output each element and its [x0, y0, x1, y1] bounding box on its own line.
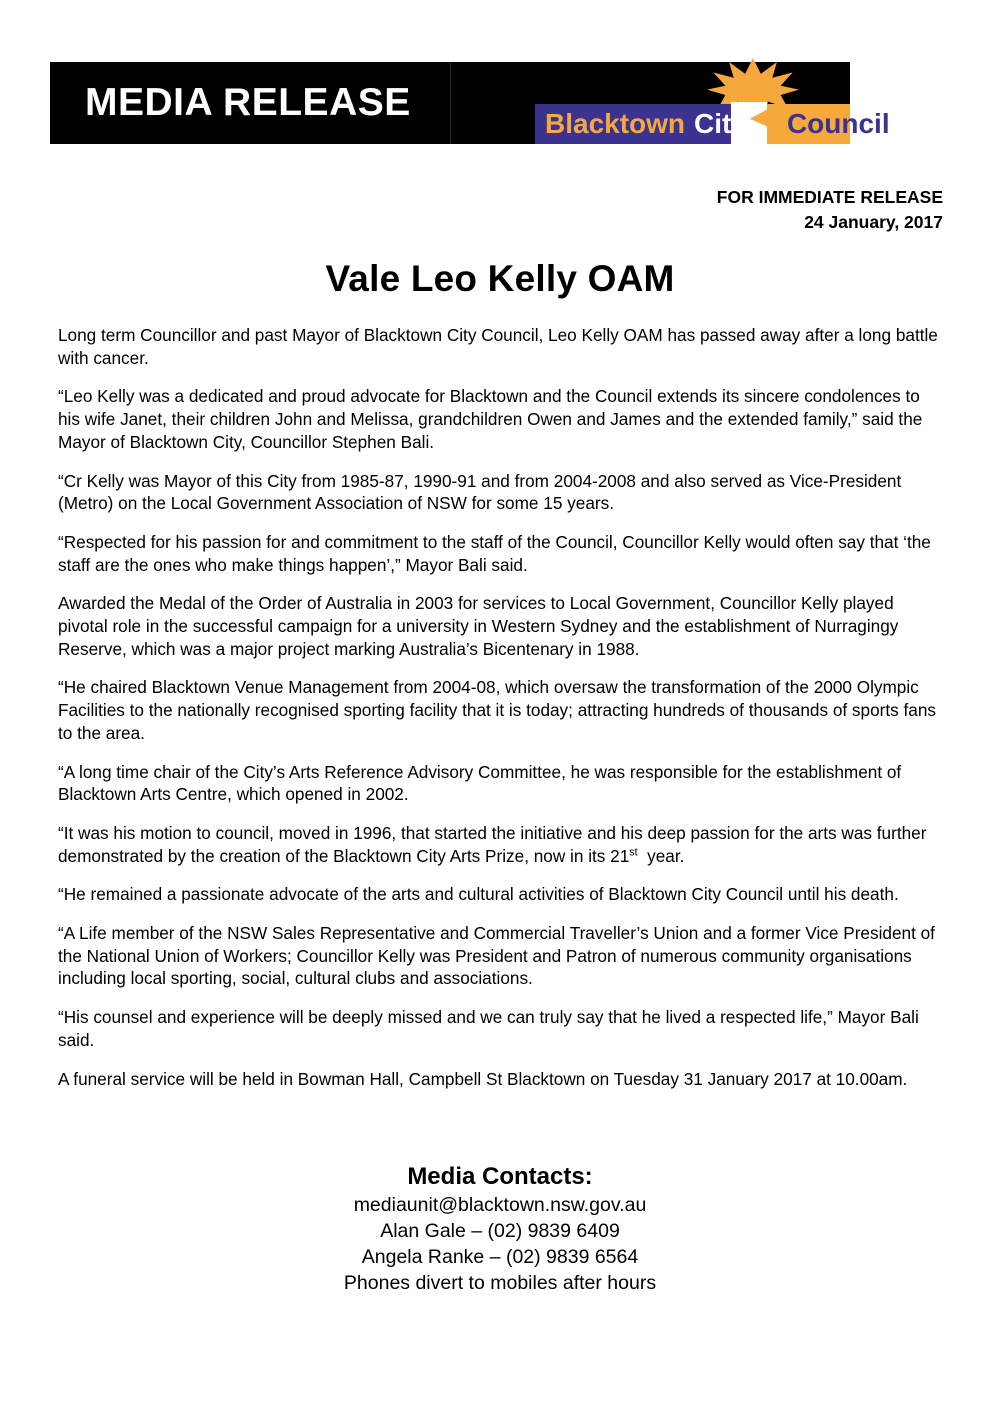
media-contacts-block	[0, 1162, 1000, 1297]
paragraph-10: “A Life member of the NSW Sales Representative and Commercial Traveller’s Union and a former Vice President of the National Union of Workers; Councillor Kelly was President and Patron of numerous community organisations including local sporting, social, cultural clubs and associations.	[58, 923, 935, 989]
paragraph-9: “He remained a passionate advocate of the arts and cultural activities of Blacktown City Council until his death.	[58, 884, 899, 905]
logo-word-city: City	[694, 108, 747, 139]
masthead-title: MEDIA RELEASE	[85, 81, 411, 124]
paragraph-6: “He chaired Blacktown Venue Management from 2004-08, which oversaw the transformation of the 2000 Olympic Facilities to the nationally recognised sporting facility that it is today; attracting hundreds of thousands of sports fans to the area.	[58, 677, 936, 743]
paragraph-8-text-after: year.	[637, 845, 685, 866]
paragraph-1: Long term Councillor and past Mayor of Blacktown City Council, Leo Kelly OAM has passed away after a long battle with cancer.	[58, 325, 938, 368]
release-info-block	[0, 185, 943, 236]
ordinal-suffix: st	[629, 845, 638, 858]
masthead-banner	[50, 62, 890, 144]
release-status-line: FOR IMMEDIATE RELEASE	[716, 187, 943, 207]
paragraph-5: Awarded the Medal of the Order of Australia in 2003 for services to Local Government, Councillor Kelly played pivotal role in the successful campaign for a university in Western Sydney and the establishment of Nurragingy Reserve, which was a major project marking Australia’s Bicentenary in 1988.	[58, 593, 899, 659]
media-contacts-email[interactable]: mediaunit@blacktown.nsw.gov.au	[353, 1194, 647, 1216]
paragraph-3: “Cr Kelly was Mayor of this City from 1985-87, 1990-91 and from 2004-2008 and also served as Vice-President (Metro) on the Local Government Association of NSW for some 15 years.	[58, 470, 902, 514]
masthead-divider	[450, 62, 451, 144]
paragraph-12: A funeral service will be held in Bowman Hall, Campbell St Blacktown on Tuesday 31 January 2017 at 10.00am.	[58, 1068, 908, 1089]
paragraph-7: “A long time chair of the City’s Arts Reference Advisory Committee, he was responsible for the establishment of Blacktown Arts Centre, which opened in 2002.	[58, 761, 902, 805]
logo-wordmark	[535, 104, 890, 144]
media-contacts-note: Phones divert to mobiles after hours	[343, 1271, 657, 1294]
page-title: Vale Leo Kelly OAM	[325, 258, 675, 299]
paragraph-8	[58, 822, 946, 867]
blacktown-city-council-logo	[535, 62, 890, 144]
body-copy	[58, 324, 946, 1090]
paragraph-8-text-before: “It was his motion to council, moved in 1996, that started the initiative and his deep passion for the arts was further demonstrated by the creation of the Blacktown City Arts Prize, now in its 21	[58, 822, 927, 866]
paragraph-11: “His counsel and experience will be deeply missed and we can truly say that he lived a respected life,” Mayor Bali said.	[58, 1007, 919, 1050]
media-contact-alan-gale: Alan Gale – (02) 9839 6409	[380, 1219, 620, 1242]
media-contact-angela-ranke: Angela Ranke – (02) 9839 6564	[361, 1245, 639, 1268]
release-date: 24 January, 2017	[804, 212, 943, 233]
media-contacts-heading: Media Contacts:	[407, 1163, 593, 1190]
logo-word-council: Council	[786, 108, 890, 139]
paragraph-2: “Leo Kelly was a dedicated and proud advocate for Blacktown and the Council extends its sincere condolences to his wife Janet, their children John and Melissa, grandchildren Owen and James and the extended family,” said the Mayor of Blacktown City, Councillor Stephen Bali.	[58, 386, 923, 452]
paragraph-4: “Respected for his passion for and commitment to the staff of the Council, Councillor Kelly would often say that ‘the staff are the ones who make things happen’,” Mayor Bali said.	[58, 531, 931, 575]
logo-word-blacktown: Blacktown	[545, 108, 686, 139]
